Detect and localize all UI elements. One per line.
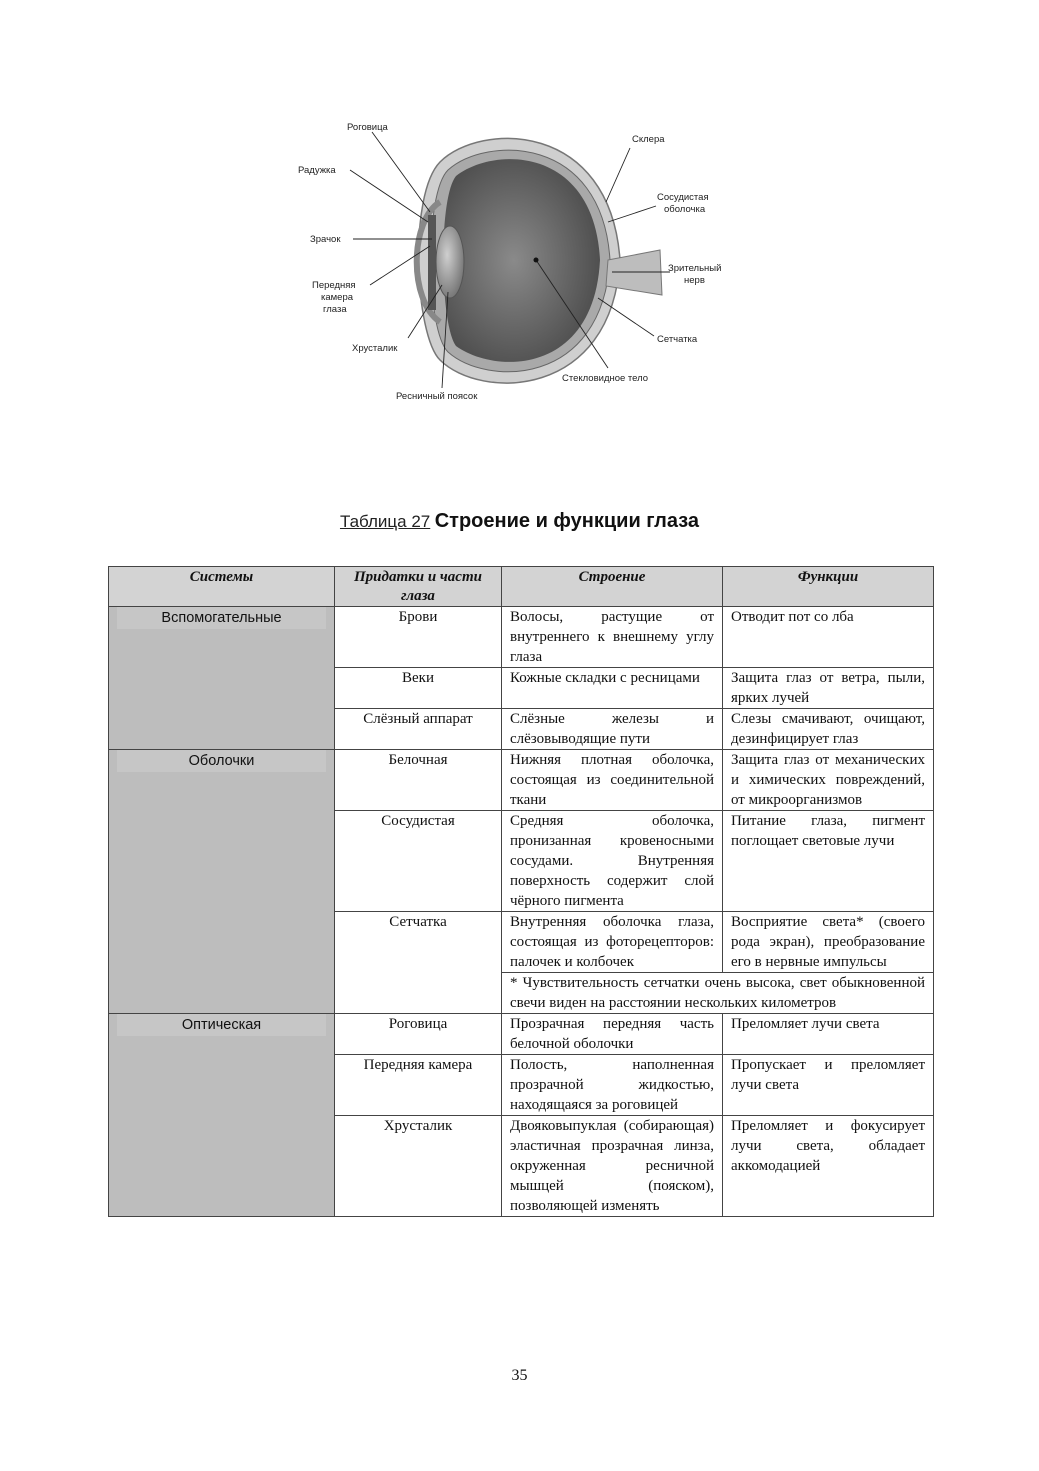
- header-systems: Системы: [109, 567, 335, 607]
- structure-cell: Полость, наполненная прозрачной жидкостью, находящаяся за роговицей: [502, 1055, 723, 1116]
- function-cell: Отводит пот со лба: [723, 607, 934, 668]
- system-label: Оболочки: [117, 750, 326, 772]
- system-cell: [109, 1014, 335, 1217]
- table-row: [109, 750, 934, 811]
- label-cornea: Роговица: [347, 122, 388, 133]
- header-structure: Строение: [502, 567, 723, 607]
- note-cell: * Чувствительность сетчатки очень высока, свет обыкновенной свечи виден на расстоянии нескольких километров: [502, 973, 934, 1014]
- structure-cell: Слёзные железы и слёзовыводящие пути: [502, 709, 723, 750]
- structure-cell: Волосы, растущие от внутреннего к внешнему углу глаза: [502, 607, 723, 668]
- system-cell: [109, 750, 335, 1014]
- label-choroid-2: оболочка: [664, 204, 706, 215]
- part-cell: Сетчатка: [335, 912, 502, 1014]
- label-sclera: Склера: [632, 134, 665, 145]
- system-label: Оптическая: [117, 1014, 326, 1036]
- function-cell: Восприятие света* (своего рода экран), преобразование его в нервные импульсы: [723, 912, 934, 973]
- system-label: Вспомогательные: [117, 607, 326, 629]
- structure-cell: Нижняя плотная оболочка, состоящая из соединительной ткани: [502, 750, 723, 811]
- label-pupil: Зрачок: [310, 234, 341, 245]
- part-cell: Белочная: [335, 750, 502, 811]
- part-cell: Роговица: [335, 1014, 502, 1055]
- label-optic-nerve-1: Зрительный: [668, 263, 722, 274]
- eye-table: [108, 566, 934, 1217]
- structure-cell: Средняя оболочка, пронизанная кровеносными сосудами. Внутренняя поверхность содержит слой чёрного пигмента: [502, 811, 723, 912]
- function-cell: Преломляет лучи света: [723, 1014, 934, 1055]
- label-anterior-chamber-2: камера: [321, 292, 354, 303]
- table-row: [109, 607, 934, 668]
- header-functions: Функции: [723, 567, 934, 607]
- function-cell: Защита глаз от ветра, пыли, ярких лучей: [723, 668, 934, 709]
- part-cell: Передняя камера: [335, 1055, 502, 1116]
- caption-number: Таблица 27: [339, 512, 431, 531]
- label-vitreous: Стекловидное тело: [562, 373, 649, 384]
- part-cell: Хрусталик: [335, 1116, 502, 1217]
- label-anterior-chamber-3: глаза: [323, 304, 347, 315]
- structure-cell: Внутренняя оболочка глаза, состоящая из фоторецепторов: палочек и колбочек: [502, 912, 723, 973]
- table-caption: [0, 510, 1039, 533]
- function-cell: Преломляет и фокусирует лучи света, обладает аккомодацией: [723, 1116, 934, 1217]
- label-ciliary: Ресничный поясок: [396, 391, 478, 402]
- header-parts: Придатки и части глаза: [335, 567, 502, 607]
- page-number: 35: [511, 1367, 528, 1384]
- function-cell: Пропускает и преломляет лучи света: [723, 1055, 934, 1116]
- part-cell: Брови: [335, 607, 502, 668]
- function-cell: Защита глаз от механических и химических повреждений, от микроорганизмов: [723, 750, 934, 811]
- part-cell: Слёзный аппарат: [335, 709, 502, 750]
- structure-cell: Кожные складки с ресницами: [502, 668, 723, 709]
- function-cell: Слезы смачивают, очищают, дезинфицирует глаз: [723, 709, 934, 750]
- table-header-row: [109, 567, 934, 607]
- label-iris: Радужка: [298, 165, 336, 176]
- label-lens: Хрусталик: [352, 343, 398, 354]
- structure-cell: Двояковыпуклая (собирающая) эластичная прозрачная линза, окруженная ресничной мышцей (пояском), позволяющей изменять: [502, 1116, 723, 1217]
- label-anterior-chamber-1: Передняя: [312, 280, 356, 291]
- label-optic-nerve-2: нерв: [684, 275, 705, 286]
- table-row: [109, 1014, 934, 1055]
- caption-title: Строение и функции глаза: [434, 510, 700, 532]
- system-cell: [109, 607, 335, 750]
- part-cell: Веки: [335, 668, 502, 709]
- eye-diagram: [290, 110, 750, 430]
- structure-cell: Прозрачная передняя часть белочной оболочки: [502, 1014, 723, 1055]
- function-cell: Питание глаза, пигмент поглощает световые лучи: [723, 811, 934, 912]
- label-retina: Сетчатка: [657, 334, 698, 345]
- label-choroid-1: Сосудистая: [657, 192, 709, 203]
- part-cell: Сосудистая: [335, 811, 502, 912]
